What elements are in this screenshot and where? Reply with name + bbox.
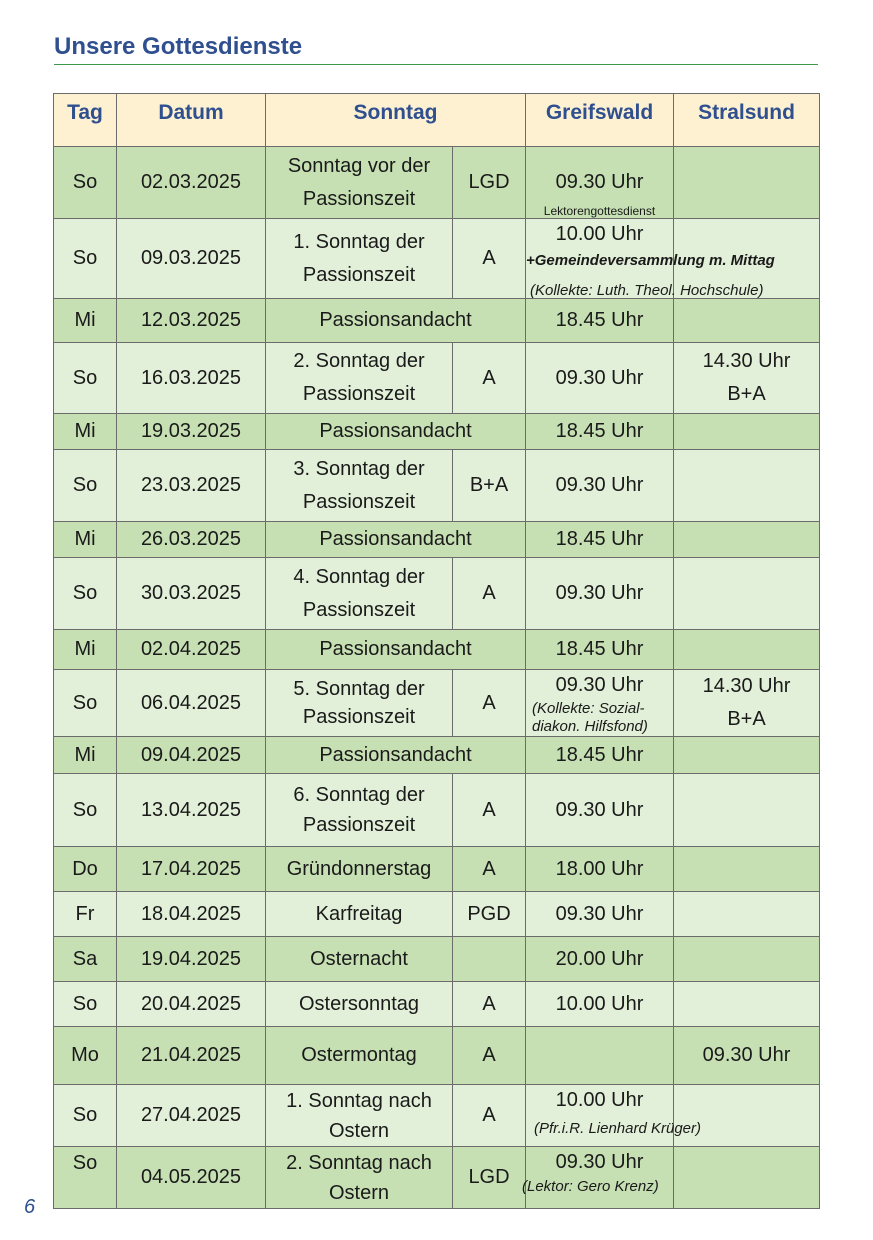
cell-greifswald [526, 147, 674, 219]
cell-sonntag: Passionsandacht [266, 737, 526, 774]
cell-greifswald [522, 1147, 674, 1209]
cell-stralsund [674, 450, 820, 522]
cell-stralsund [674, 630, 820, 670]
cell-stralsund [674, 937, 820, 982]
table-row [54, 558, 820, 630]
cell-tag: So [54, 670, 117, 737]
cell-tag: Mo [54, 1027, 117, 1085]
table-header-row [54, 94, 820, 147]
greifswald-time: 09.30 Uhr [555, 1151, 644, 1173]
cell-datum: 02.03.2025 [117, 147, 266, 219]
cell-code: A [453, 558, 526, 630]
cell-datum: 09.03.2025 [117, 219, 266, 299]
cell-sonntag: Ostermontag [266, 1027, 453, 1085]
cell-code: LGD [453, 147, 526, 219]
cell-stralsund: 09.30 Uhr [674, 1027, 820, 1085]
table-row [54, 1085, 820, 1147]
cell-tag: Mi [54, 522, 117, 558]
cell-sonntag: 3. Sonntag der Passionszeit [266, 450, 453, 522]
cell-stralsund [674, 299, 820, 343]
cell-sonntag: Passionsandacht [266, 522, 526, 558]
kollekte-note: (Kollekte: Luth. Theol. Hochschule) [530, 282, 764, 299]
cell-sonntag: Osternacht [266, 937, 453, 982]
cell-code: A [453, 982, 526, 1027]
cell-datum: 23.03.2025 [117, 450, 266, 522]
cell-sonntag: 2. Sonntag der Passionszeit [266, 343, 453, 414]
cell-datum: 30.03.2025 [117, 558, 266, 630]
cell-tag: So [54, 774, 117, 847]
table-row [54, 847, 820, 892]
header-datum: Datum [117, 94, 266, 147]
cell-datum: 18.04.2025 [117, 892, 266, 937]
cell-greifswald: 09.30 Uhr [526, 450, 674, 522]
cell-sonntag: Ostersonntag [266, 982, 453, 1027]
lektor-note: Lektorengottesdienst [543, 204, 656, 218]
cell-sonntag: 6. Sonntag der Passionszeit [266, 774, 453, 847]
table-row [54, 892, 820, 937]
cell-datum: 06.04.2025 [117, 670, 266, 737]
greifswald-time: 10.00 Uhr [555, 1089, 644, 1111]
cell-tag: So [54, 450, 117, 522]
greifswald-time: 10.00 Uhr [555, 223, 644, 245]
cell-code: A [453, 1085, 526, 1147]
table-row [54, 522, 820, 558]
table-row [54, 219, 820, 299]
cell-datum: 27.04.2025 [117, 1085, 266, 1147]
cell-datum: 19.04.2025 [117, 937, 266, 982]
cell-stralsund [674, 774, 820, 847]
cell-stralsund [674, 414, 820, 450]
table-row [54, 982, 820, 1027]
cell-tag: Sa [54, 937, 117, 982]
table-row [54, 670, 820, 737]
service-schedule-table [53, 93, 820, 1209]
cell-code [453, 937, 526, 982]
cell-sonntag: Passionsandacht [266, 414, 526, 450]
page-number: 6 [24, 1196, 36, 1218]
cell-tag: Mi [54, 299, 117, 343]
table-row [54, 147, 820, 219]
table-row [54, 1147, 820, 1209]
table-row [54, 737, 820, 774]
cell-code: A [453, 219, 526, 299]
table-row [54, 450, 820, 522]
cell-tag: Mi [54, 414, 117, 450]
cell-greifswald: 10.00 Uhr [526, 982, 674, 1027]
gemeindeversammlung-note: +Gemeindeversammlung m. Mittag [526, 252, 775, 269]
cell-code: LGD [453, 1147, 526, 1209]
cell-code: A [453, 670, 526, 737]
cell-greifswald: 18.45 Uhr [526, 737, 674, 774]
cell-datum: 09.04.2025 [117, 737, 266, 774]
cell-sonntag: 1. Sonntag der Passionszeit [266, 219, 453, 299]
cell-stralsund [674, 892, 820, 937]
cell-code: B+A [453, 450, 526, 522]
cell-stralsund [674, 558, 820, 630]
cell-stralsund [674, 1147, 820, 1209]
cell-greifswald: 09.30 Uhr [526, 892, 674, 937]
cell-code: A [453, 847, 526, 892]
cell-stralsund [674, 847, 820, 892]
cell-datum: 16.03.2025 [117, 343, 266, 414]
table-row [54, 343, 820, 414]
cell-tag: Mi [54, 630, 117, 670]
cell-code: A [453, 774, 526, 847]
cell-greifswald [526, 1085, 702, 1147]
cell-datum: 19.03.2025 [117, 414, 266, 450]
cell-code: A [453, 343, 526, 414]
cell-tag: Do [54, 847, 117, 892]
cell-stralsund [674, 147, 820, 219]
cell-sonntag: Gründonnerstag [266, 847, 453, 892]
cell-stralsund [674, 982, 820, 1027]
cell-tag: So [54, 219, 117, 299]
cell-greifswald: 18.45 Uhr [526, 299, 674, 343]
cell-greifswald: 18.45 Uhr [526, 630, 674, 670]
pastor-note: (Pfr.i.R. Lienhard Krüger) [534, 1120, 702, 1137]
title-divider [54, 64, 818, 65]
cell-tag: Mi [54, 737, 117, 774]
cell-datum: 13.04.2025 [117, 774, 266, 847]
cell-datum: 17.04.2025 [117, 847, 266, 892]
cell-code: PGD [453, 892, 526, 937]
cell-greifswald [526, 219, 775, 299]
cell-sonntag: 1. Sonntag nach Ostern [266, 1085, 453, 1147]
header-sonntag: Sonntag [266, 94, 526, 147]
cell-sonntag: Passionsandacht [266, 299, 526, 343]
cell-greifswald [526, 670, 674, 737]
cell-stralsund: 14.30 Uhr B+A [674, 670, 820, 737]
cell-datum: 02.04.2025 [117, 630, 266, 670]
table-row [54, 774, 820, 847]
cell-datum: 26.03.2025 [117, 522, 266, 558]
cell-datum: 20.04.2025 [117, 982, 266, 1027]
cell-datum: 21.04.2025 [117, 1027, 266, 1085]
cell-tag: So [54, 1085, 117, 1147]
cell-greifswald: 09.30 Uhr [526, 774, 674, 847]
page-title: Unsere Gottesdienste [54, 33, 303, 60]
cell-greifswald: 18.45 Uhr [526, 414, 674, 450]
header-tag: Tag [54, 94, 117, 147]
cell-tag: Fr [54, 892, 117, 937]
table-row [54, 630, 820, 670]
cell-sonntag: Sonntag vor der Passionszeit [266, 147, 453, 219]
greifswald-time: 09.30 Uhr [555, 171, 644, 193]
table-row [54, 1027, 820, 1085]
cell-stralsund: 14.30 Uhr B+A [674, 343, 820, 414]
cell-sonntag: Karfreitag [266, 892, 453, 937]
cell-greifswald: 09.30 Uhr [526, 558, 674, 630]
cell-stralsund [674, 737, 820, 774]
cell-tag: So [54, 558, 117, 630]
cell-tag: So [54, 1147, 117, 1209]
cell-tag: So [54, 982, 117, 1027]
cell-sonntag: 4. Sonntag der Passionszeit [266, 558, 453, 630]
kollekte-note: (Kollekte: Sozial-diakon. Hilfsfond) [532, 700, 648, 735]
cell-greifswald: 09.30 Uhr [526, 343, 674, 414]
cell-tag: So [54, 147, 117, 219]
cell-tag: So [54, 343, 117, 414]
table-row [54, 937, 820, 982]
cell-greifswald: 18.00 Uhr [526, 847, 674, 892]
table-row [54, 299, 820, 343]
header-stralsund: Stralsund [674, 94, 820, 147]
cell-datum: 12.03.2025 [117, 299, 266, 343]
cell-sonntag: 5. Sonntag der Passionszeit [266, 670, 453, 737]
header-greifswald: Greifswald [526, 94, 674, 147]
cell-sonntag: Passionsandacht [266, 630, 526, 670]
cell-greifswald: 20.00 Uhr [526, 937, 674, 982]
cell-code: A [453, 1027, 526, 1085]
table-row [54, 414, 820, 450]
greifswald-time: 09.30 Uhr [555, 674, 644, 696]
lektor-note: (Lektor: Gero Krenz) [522, 1178, 659, 1195]
cell-datum: 04.05.2025 [117, 1147, 266, 1209]
cell-stralsund [674, 522, 820, 558]
cell-greifswald [526, 1027, 674, 1085]
cell-sonntag: 2. Sonntag nach Ostern [266, 1147, 453, 1209]
cell-greifswald: 18.45 Uhr [526, 522, 674, 558]
